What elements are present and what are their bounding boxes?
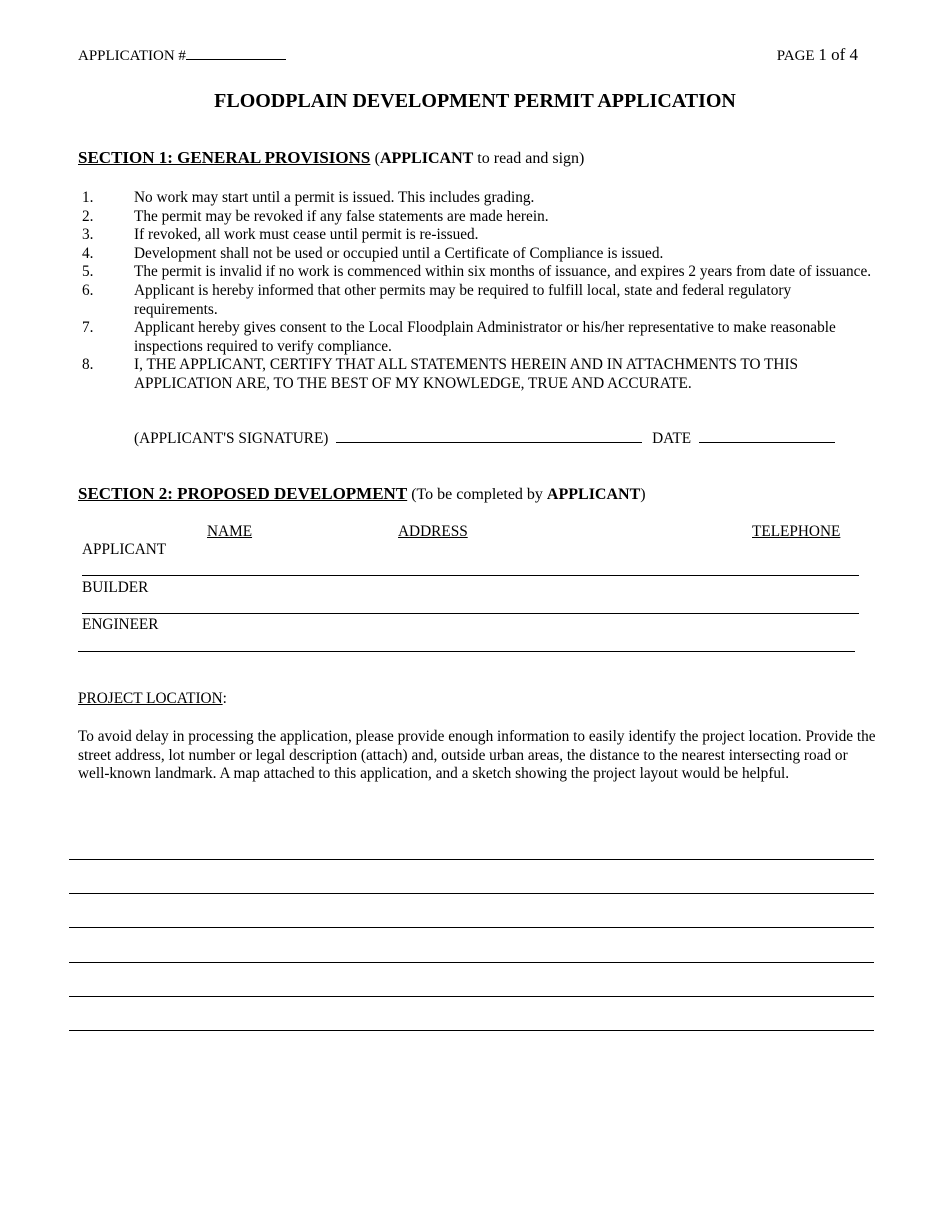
project-location-line[interactable] bbox=[69, 893, 874, 894]
page-indicator bbox=[777, 45, 858, 65]
list-item: 8. I, THE APPLICANT, CERTIFY THAT ALL STATEMENTS HEREIN AND IN ATTACHMENTS TO THIS APPLICATION ARE, TO THE BEST OF MY KNOWLEDGE, TRUE AND ACCURATE. bbox=[82, 356, 799, 392]
document-title: FLOODPLAIN DEVELOPMENT PERMIT APPLICATION bbox=[214, 90, 736, 112]
list-item: 5. The permit is invalid if no work is commenced within six months of issuance, and expires 2 years from date of issuance. bbox=[82, 263, 872, 281]
date-label: DATE bbox=[652, 430, 692, 447]
list-item: 1. No work may start until a permit is issued. This includes grading. bbox=[82, 189, 535, 206]
column-header-address: ADDRESS bbox=[398, 523, 468, 540]
row-label-engineer: ENGINEER bbox=[82, 616, 159, 633]
project-location-line[interactable] bbox=[69, 1030, 874, 1031]
section1-heading: SECTION 1: GENERAL PROVISIONS (APPLICANT to read and sign) bbox=[78, 148, 585, 167]
list-item: 3. If revoked, all work must cease until permit is re-issued. bbox=[82, 226, 479, 244]
list-item: 2. The permit may be revoked if any false statements are made herein. bbox=[82, 207, 549, 225]
project-location-line[interactable] bbox=[69, 996, 874, 997]
project-location-instructions: To avoid delay in processing the application, please provide enough information to easily identify the project location. Provide the street address, lot number or legal description (attach) and, outside urban areas, the distance to the nearest intersecting road or well-known landmark. A map attached to this application, and a sketch showing the project layout would be helpful. bbox=[78, 728, 876, 783]
column-header-name: NAME bbox=[207, 523, 253, 540]
signature-line bbox=[134, 430, 835, 448]
project-location-line[interactable] bbox=[69, 859, 874, 860]
project-location-line[interactable] bbox=[69, 927, 874, 928]
project-location-label: PROJECT LOCATION: bbox=[78, 690, 227, 707]
column-header-telephone: TELEPHONE bbox=[752, 523, 841, 540]
builder-entry-line[interactable] bbox=[82, 613, 859, 614]
project-location-line[interactable] bbox=[69, 962, 874, 963]
signature-label: (APPLICANT'S SIGNATURE) bbox=[134, 430, 329, 447]
application-number-label: APPLICATION # bbox=[78, 47, 286, 65]
row-label-applicant: APPLICANT bbox=[82, 541, 167, 558]
row-label-builder: BUILDER bbox=[82, 579, 149, 596]
engineer-entry-line[interactable] bbox=[78, 651, 855, 652]
applicant-entry-line[interactable] bbox=[82, 575, 859, 576]
list-item: 6. Applicant is hereby informed that other permits may be required to fulfill local, state and federal regulatory requirements. bbox=[82, 281, 792, 318]
page-label: PAGE bbox=[776, 48, 815, 64]
section2-heading: SECTION 2: PROPOSED DEVELOPMENT (To be completed by APPLICANT) bbox=[78, 484, 646, 503]
signature-field[interactable] bbox=[336, 430, 642, 443]
date-field[interactable] bbox=[699, 430, 835, 443]
list-item: 4. Development shall not be used or occupied until a Certificate of Compliance is issued. bbox=[82, 244, 664, 262]
page-number: 1 of 4 bbox=[818, 45, 858, 64]
general-provisions-list bbox=[82, 189, 872, 394]
list-item: 7. Applicant hereby gives consent to the Local Floodplain Administrator or his/her representative to make reasonable inspections required to verify compliance. bbox=[82, 319, 836, 355]
